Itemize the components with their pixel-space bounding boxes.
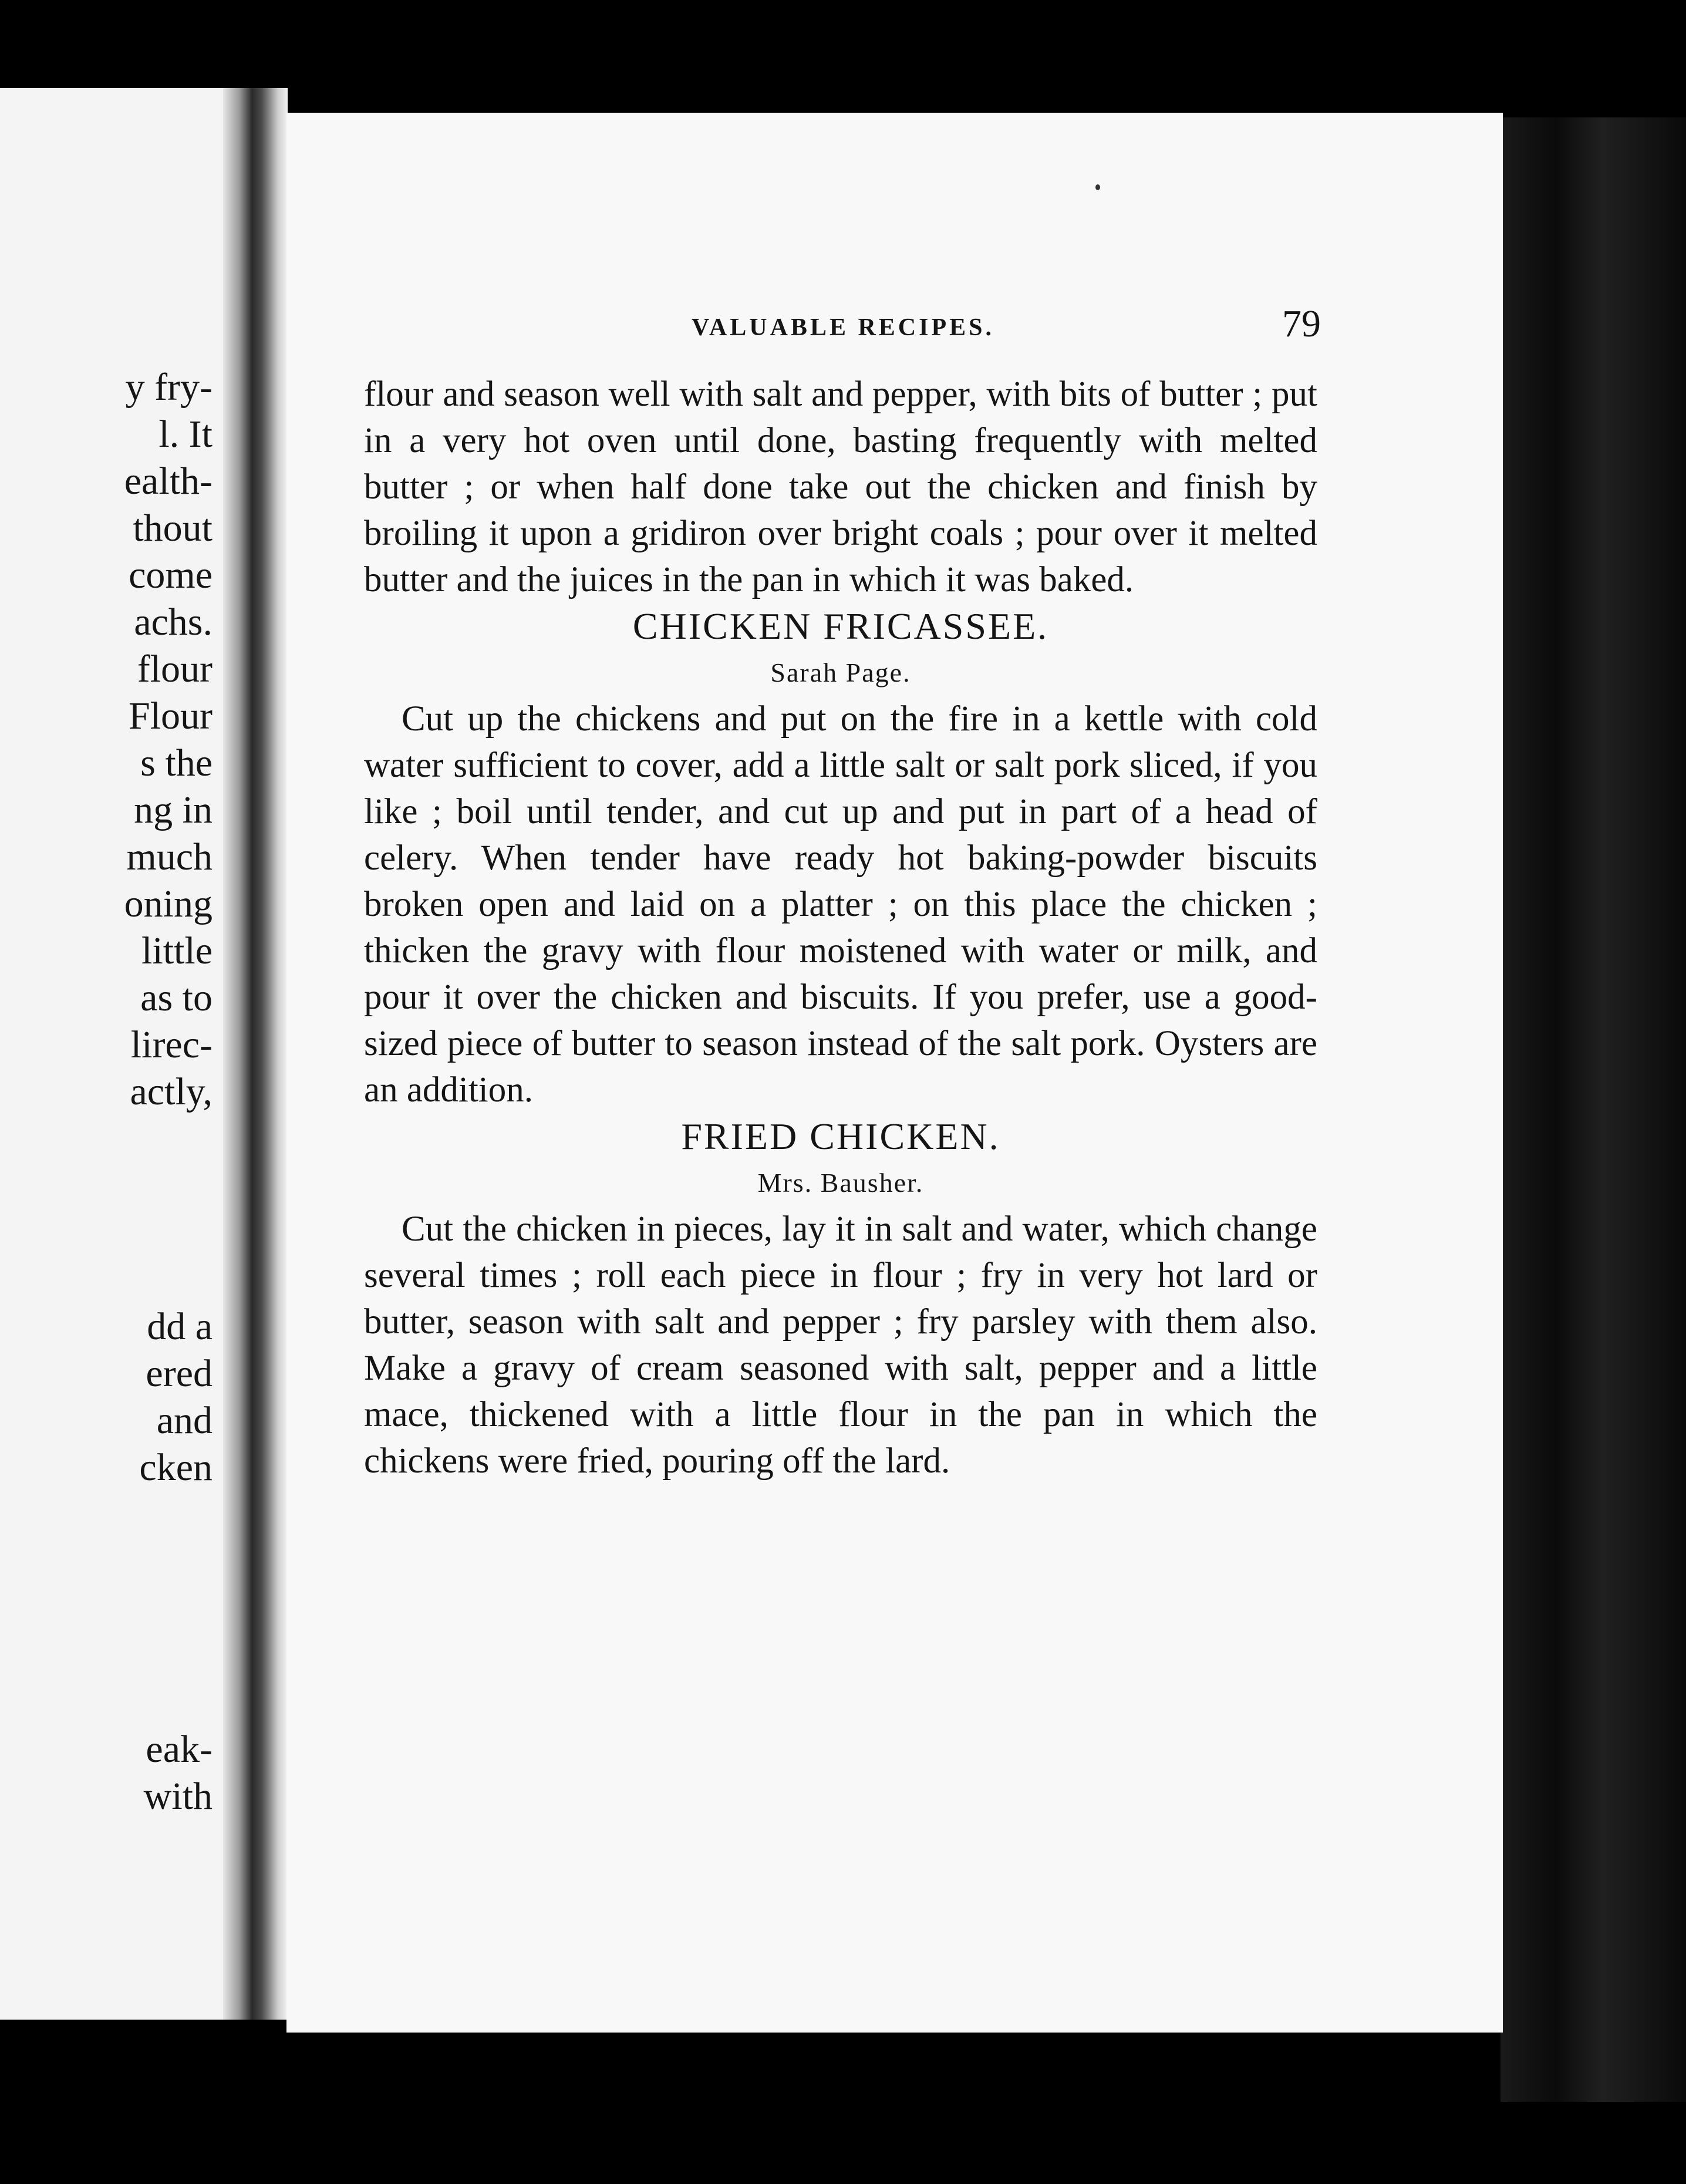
left-page-line (1, 1585, 213, 1632)
left-page-line: dd a (147, 1305, 213, 1348)
ink-speck (1095, 184, 1100, 190)
recipe-body: Cut up the chickens and put on the fire in a kettle with cold water sufficient to cover, add a little salt or salt pork sliced, if you like ; boil until tender, and cut up and put in part of a head of celery. When tender have ready hot baking-powder biscuits broken open and laid on a platter ; on this place the chicken ; thicken the gravy with flour moistened with water or milk, and pour it over the chicken and biscuits. If you prefer, use a good-sized piece of butter to season instead of the salt pork. Oysters are an addition. (364, 699, 1317, 1110)
left-page-line: ered (146, 1352, 213, 1395)
recipe-author: Mrs. Bausher. (757, 1168, 924, 1198)
left-page-line (1, 1679, 213, 1726)
left-page-text (1, 364, 213, 1820)
recipe-title: CHICKEN FRICASSEE. (632, 605, 1049, 647)
left-page-line: much (126, 835, 213, 878)
left-page-line: s the (140, 742, 213, 784)
left-page-line (1, 1162, 213, 1209)
recipe-title: FRIED CHICKEN. (681, 1115, 1000, 1157)
page-body (364, 371, 1317, 1484)
left-page-line: ng in (134, 788, 213, 831)
left-page-line: flour (137, 648, 213, 690)
continuation-paragraph: flour and season well with salt and pepper, with bits of butter ; put in a very hot oven until done, basting frequently with melted butter ; or when half done take out the chicken and finish by broiling it upon a gridiron over bright coals ; pour over it melted butter and the juices in the pan in which it was baked. (364, 375, 1317, 599)
left-page-line: ealth- (124, 460, 213, 503)
left-page-line: actly, (130, 1070, 213, 1113)
left-page-line (1, 1632, 213, 1679)
book-cover-edge (1500, 117, 1686, 2102)
recipe-author: Sarah Page. (770, 658, 911, 687)
left-page-line: l. It (159, 413, 213, 456)
running-head: VALUABLE RECIPES. (692, 314, 995, 341)
left-page-line: with (143, 1775, 213, 1818)
left-page-line: cken (139, 1446, 213, 1489)
book-gutter (223, 88, 288, 2020)
left-page-line: oning (124, 882, 213, 925)
left-page-line: eak- (146, 1728, 213, 1771)
page-number: 79 (1282, 302, 1321, 345)
left-page-line (1, 1491, 213, 1538)
left-page-line (1, 1209, 213, 1256)
left-page-line: thout (133, 507, 213, 550)
recipe-body: Cut the chicken in pieces, lay it in salt and water, which change several times ; roll each piece in flour ; fry in very hot lard or butter, season with salt and pepper ; fry parsley with them also. Make a gravy of cream seasoned with salt, pepper and a little mace, thickened with a little flour in the pan in which the chickens were fried, pouring off the lard. (364, 1209, 1317, 1481)
left-page-line: and (156, 1399, 213, 1442)
left-page-line: little (141, 929, 213, 972)
left-page-line: come (129, 554, 213, 596)
left-page-line: y fry- (125, 366, 213, 409)
right-page (286, 113, 1503, 2033)
left-page-line: Flour (128, 695, 213, 737)
left-page-line: lirec- (130, 1023, 213, 1066)
left-page-line: as to (140, 976, 213, 1019)
left-page-line (1, 1256, 213, 1303)
left-page-line (1, 1115, 213, 1162)
left-page-line (1, 1538, 213, 1585)
left-page-fragment (0, 88, 223, 2020)
left-page-line: achs. (134, 601, 213, 643)
